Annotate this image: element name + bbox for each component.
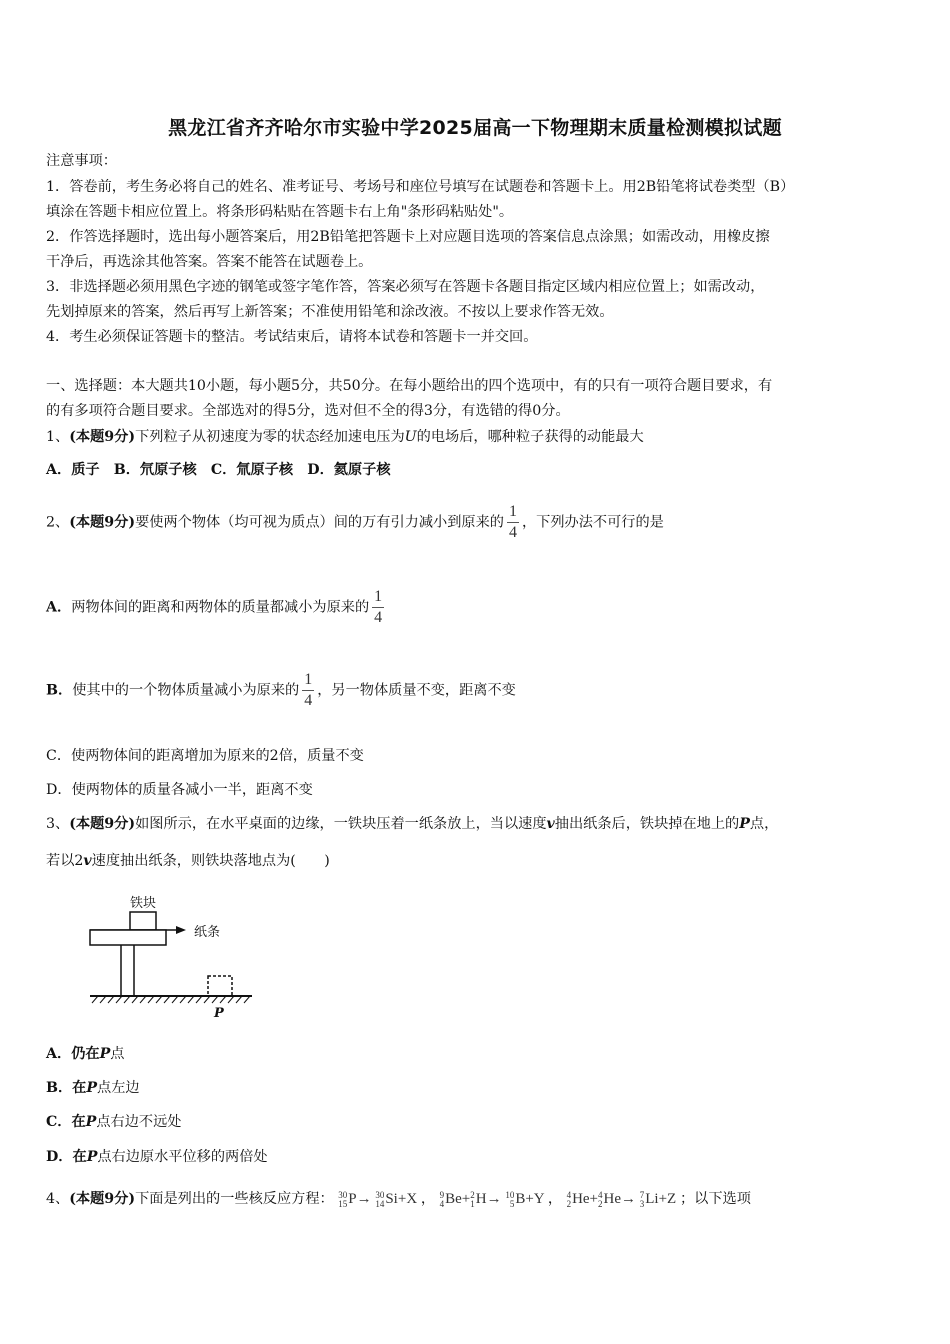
point-p-label: P <box>214 1006 224 1020</box>
question-3-option-d: D．在P点右边原水平位移的两倍处 <box>46 1149 268 1165</box>
section-intro: 一、选择题：本大题共10小题，每小题5分，共50分。在每小题给出的四个选项中，有的只有一项符合题目要求，有 <box>46 378 773 394</box>
notice-line: 先划掉原来的答案，然后再写上新答案；不准使用铅笔和涂改液。不按以上要求作答无效。 <box>46 304 614 320</box>
question-2-option-b: B．使其中的一个物体质量减小为原来的 $\frac{1}{4}$ ，另一物体质量不变，距离不变 <box>46 671 516 709</box>
landing-position <box>208 976 232 996</box>
nuclear-equation-1: 30 15 P→ 30 14 Si+X <box>338 1189 418 1209</box>
nuclear-equation-2: 9 4 Be+ 2 1 H→ 10 5 B+Y <box>439 1189 545 1209</box>
pull-arrow <box>176 926 186 934</box>
table-top <box>90 930 166 945</box>
question-2-option-d: D．使两物体的质量各减小一半，距离不变 <box>46 782 313 798</box>
question-3-option-b: B．在P点左边 <box>46 1080 140 1096</box>
question-3-option-c: C．在P点右边不远处 <box>46 1114 182 1130</box>
iron-block-label: 铁块 <box>130 896 157 911</box>
fraction-one-quarter: $\frac{1}{4}$ <box>374 588 383 626</box>
question-2-stem: 2、(本题9分)要使两个物体（均可视为质点）间的万有引力减小到原来的 $\frac{1}{4}$ ，下列办法不可行的是 <box>46 503 664 541</box>
nuclear-equation-3: 4 2 He+ 4 2 He→ 7 3 Li+Z <box>566 1189 677 1209</box>
notice-line: 3．非选择题必须用黑色字迹的钢笔或签字笔作答，答案必须写在答题卡各题目指定区域内相应位置上；如需改动， <box>46 279 765 295</box>
question-2-option-c: C．使两物体间的距离增加为原来的2倍，质量不变 <box>46 748 364 764</box>
question-3-stem: 3、(本题9分)如图所示，在水平桌面的边缘，一铁块压着一纸条放上，当以速度v抽出纸条后，铁块掉在地上的P点， <box>46 816 779 832</box>
question-4-stem: 4、(本题9分)下面是列出的一些核反应方程： 30 15 P→ 30 14 Si+X ， 9 4 Be+ 2 1 H→ 10 5 B+Y ， 4 2 He+ 4 2 He→ 7 3 Li+Z ；以下选项 <box>46 1189 751 1209</box>
question-1-stem: 1、(本题9分)下列粒子从初速度为零的状态经加速电压为U的电场后，哪种粒子获得的动能最大 <box>46 429 644 445</box>
question-1-options: A．质子 B．氘原子核 C．氚原子核 D．氦原子核 <box>46 462 391 478</box>
notice-line: 1．答卷前，考生务必将自己的姓名、准考证号、考场号和座位号填写在试题卷和答题卡上。用2B铅笔将试卷类型（B） <box>46 179 795 195</box>
table-paper-block-figure <box>86 890 261 1020</box>
question-2-option-a: A．两物体间的距离和两物体的质量都减小为原来的 $\frac{1}{4}$ <box>46 588 383 626</box>
notice-line: 4．考生必须保证答题卡的整洁。考试结束后，请将本试卷和答题卡一并交回。 <box>46 329 538 345</box>
paper-label: 纸条 <box>194 925 221 940</box>
notice-heading: 注意事项： <box>46 153 117 169</box>
fraction-one-quarter: $\frac{1}{4}$ <box>304 671 313 709</box>
question-3-stem-line2: 若以2v速度抽出纸条，则铁块落地点为( ) <box>46 853 330 869</box>
question-3-option-a: A．仍在P点 <box>46 1046 125 1062</box>
section-intro: 的有多项符合题目要求。全部选对的得5分，选对但不全的得3分，有选错的得0分。 <box>46 403 570 419</box>
page-title: 黑龙江省齐齐哈尔市实验中学2025届高一下物理期末质量检测模拟试题 <box>168 117 782 139</box>
notice-line: 干净后，再选涂其他答案。答案不能答在试题卷上。 <box>46 254 373 270</box>
ground-hatching <box>92 996 250 1003</box>
notice-line: 2．作答选择题时，选出每小题答案后，用2B铅笔把答题卡上对应题目选项的答案信息点涂黑；如需改动，用橡皮擦 <box>46 229 770 245</box>
fraction-one-quarter: $\frac{1}{4}$ <box>508 503 517 541</box>
notice-line: 填涂在答题卡相应位置上。将条形码粘贴在答题卡右上角"条形码粘贴处"。 <box>46 204 514 220</box>
iron-block <box>130 912 156 930</box>
